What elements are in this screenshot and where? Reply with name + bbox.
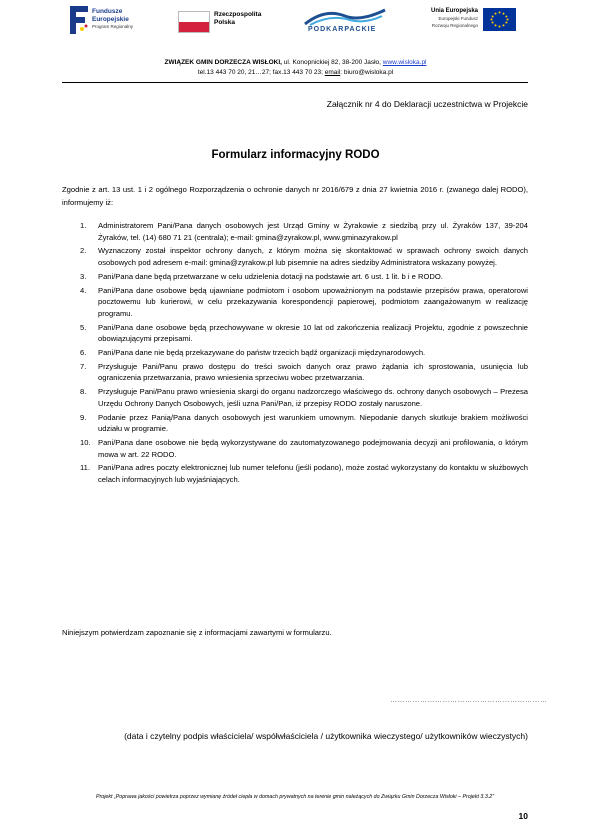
list-item <box>62 386 528 409</box>
list-item-text: Administratorem Pani/Pana danych osobowych jest Urząd Gminy w Żyrakowie z siedzibą przy ul. Żyraków 137, 39-204 Żyraków, tel. (14) 680 71 21 (centrala); e-mail: gmina@zyrakow.pl, www.gminazyrakow.pl <box>98 221 528 242</box>
page-title: Formularz informacyjny RODO <box>211 149 380 161</box>
list-item <box>62 271 528 283</box>
page-number: 10 <box>518 811 528 821</box>
fe-line2: Europejskie <box>92 15 129 23</box>
unia-europejska-logo <box>428 6 518 38</box>
rodo-items-list <box>62 220 528 488</box>
ue-line1: Unia Europejska <box>430 8 478 14</box>
list-item <box>62 245 528 268</box>
list-item-number: 3. <box>80 271 87 281</box>
polish-flag-icon <box>178 11 210 33</box>
list-item-text: Pani/Pana dane będą przetwarzane w celu udzielenia dotacji na podstawie art. 6 ust. 1 lit. b i e RODO. <box>98 271 443 281</box>
list-item <box>62 462 528 485</box>
list-item-text: Pani/Pana dane osobowe będą ujawniane podmiotom i osobom upoważnionym na podstawie przepisów prawa, operatorowi pocztowemu lub kurierowi, w celu przekazywania korespondencji papierowej, podmiotom zaangażowanym w realizację programu. <box>98 285 528 318</box>
list-item <box>62 347 528 359</box>
list-item-text: Pani/Pana dane nie będą przekazywane do państw trzecich bądź organizacji międzynarodowych. <box>98 348 426 358</box>
ue-line3: Rozwoju Regionalnego <box>431 23 478 28</box>
header-divider <box>62 82 528 83</box>
fe-line3: Program Regionalny <box>92 24 134 29</box>
confirmation-text: Niniejszym potwierdzam zapoznanie się z informacjami zawartymi w formularzu. <box>62 628 332 637</box>
podkarpackie-logo <box>300 6 390 40</box>
rp-line1: Rzeczpospolita <box>214 11 262 18</box>
list-item-text: Podanie przez Panią/Pana danych osobowych jest warunkiem umownym. Niepodanie danych skutkuje brakiem możliwości udziału w programie. <box>98 412 528 434</box>
eu-flag-icon <box>483 8 516 31</box>
intro-paragraph: Zgodnie z art. 13 ust. 1 i 2 ogólnego Rozporządzenia o ochronie danych nr 2016/679 z dnia 27 kwietnia 2016 r. (zwanego dalej RODO), informujemy iż: <box>62 185 528 207</box>
rzeczpospolita-polska-logo <box>178 8 283 38</box>
list-item <box>62 412 528 435</box>
list-item-text: Pani/Pana dane osobowe nie będą wykorzystywane do zautomatyzowanego podejmowania decyzji ani profilowania, o którym mowa w art. 22 RODO. <box>98 437 528 459</box>
list-item-text: Pani/Pana adres poczty elektronicznej lub numer telefonu (jeśli podano), może zostać wykorzystany do kontaktu w służbowych celach informacyjnych lub wyjaśniających. <box>98 463 528 485</box>
signature-line: ……………………………………………………… <box>390 697 548 704</box>
list-item-text: Przysługuje Pani/Panu prawo wniesienia skargi do organu nadzorczego właściwego ds. ochrony danych osobowych – Prezesa Urzędu Ochrony Danych Osobowych, jeśli uzna Pani/Pan, iż przepisy RODO zostały naruszone. <box>98 387 528 408</box>
org-address: ul. Konopnickiej 82, 38-200 Jasło, <box>281 59 383 66</box>
list-item-text: Pani/Pana dane osobowe będą przechowywane w okresie 10 lat od zakończenia realizacji Projektu, zgodnie z powszechnie obowiązującymi przepisami. <box>98 322 528 344</box>
list-item <box>62 361 528 384</box>
project-footer: Projekt „Poprawa jakości powietrza poprzez wymianę źródeł ciepła w domach prywatnych na terenie gmin należących do Związku Gmin Dorzecza Wisłoki – Projekt 3.3.2” <box>96 794 494 800</box>
list-item-number: 2. <box>80 246 87 256</box>
website-link[interactable]: www.wisloka.pl <box>382 59 427 66</box>
rp-line2: Polska <box>214 18 235 26</box>
list-item-number: 11. <box>80 463 90 473</box>
list-item-number: 9. <box>80 412 87 422</box>
email-label: email <box>324 69 341 76</box>
fe-line1: Fundusze <box>92 8 123 15</box>
list-item-text: Wyznaczony został inspektor ochrony danych, z którym można się skontaktować w sprawach ochrony swoich danych osobowych pod adresem e-mail: gmina@zyrakow.pl lub pisemnie na adres siedziby Administratora wskazany powyżej. <box>98 246 528 268</box>
org-name: ZWIĄZEK GMIN DORZECZA WISŁOKI, <box>164 59 282 66</box>
fundusze-europejskie-logo <box>70 6 160 38</box>
ue-line2: Europejski Fundusz <box>438 16 478 21</box>
list-item <box>62 285 528 320</box>
header-address-line <box>0 59 591 66</box>
fundusze-europejskie-mark-icon <box>70 6 88 34</box>
list-item <box>62 220 528 243</box>
email-value[interactable]: : biuro@wisloka.pl <box>340 69 394 76</box>
list-item-number: 7. <box>80 361 87 371</box>
list-item-number: 5. <box>80 322 87 332</box>
list-item-number: 4. <box>80 285 87 295</box>
signature-caption: (data i czytelny podpis właściciela/ współwłaściciela / użytkownika wieczystego/ użytkowników wieczystych) <box>124 731 528 741</box>
list-item-number: 10. <box>80 437 91 447</box>
pk-text: PODKARPACKIE <box>308 26 377 33</box>
attachment-note: Załącznik nr 4 do Deklaracji uczestnictwa w Projekcie <box>326 99 528 109</box>
list-item-number: 1. <box>80 221 87 230</box>
list-item <box>62 322 528 345</box>
header-contact-line <box>0 69 591 76</box>
list-item-text: Przysługuje Pani/Panu prawo dostępu do treści swoich danych oraz prawo żądania ich sprostowania, usunięcia lub ograniczenia przetwarzania, prawo wniesienia sprzeciwu wobec przetwarzania. <box>98 361 528 383</box>
podkarpackie-mountains-icon <box>300 6 390 26</box>
list-item-number: 6. <box>80 348 87 358</box>
list-item <box>62 437 528 460</box>
list-item-number: 8. <box>80 387 87 397</box>
contact-phones: tel.13 443 70 20, 21…27; fax.13 443 70 23; <box>197 69 325 76</box>
